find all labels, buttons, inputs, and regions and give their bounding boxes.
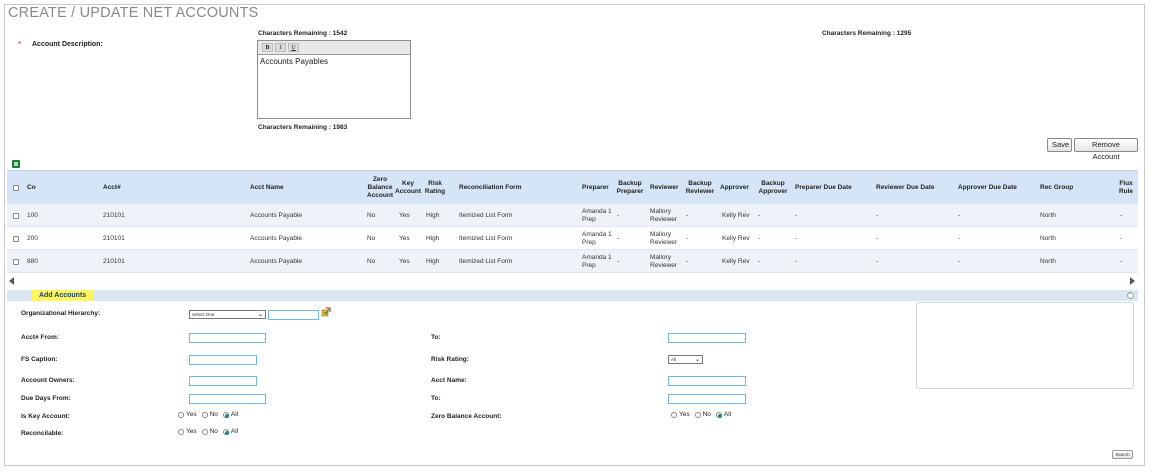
- cell-rec-form: Itemized List Form: [459, 234, 513, 242]
- cell-risk-rating: High: [426, 257, 440, 265]
- cell-zero-balance: No: [367, 257, 376, 265]
- cell-acct-name: Accounts Payable: [250, 234, 303, 242]
- fs-caption-label: FS Caption:: [21, 356, 58, 363]
- required-marker: *: [18, 40, 22, 49]
- col-header-preparer-due[interactable]: Preparer Due Date: [795, 184, 852, 191]
- scroll-right-icon[interactable]: [1130, 277, 1135, 285]
- accounts-grid: [7, 170, 1138, 273]
- cell-reviewer: Mallory Reviewer: [650, 253, 678, 269]
- cell-rec-group: North: [1040, 257, 1056, 265]
- cell-preparer: Amanda 1 Prep: [582, 230, 612, 246]
- radio-no[interactable]: [695, 412, 701, 418]
- cell-backup-reviewer: -: [686, 211, 689, 219]
- cell-rec-group: North: [1040, 211, 1056, 219]
- due-days-from-label: Due Days From:: [21, 395, 71, 402]
- account-owners-label: Account Owners:: [21, 377, 75, 384]
- editor-text[interactable]: Accounts Payables: [260, 57, 329, 66]
- account-owners-input[interactable]: [189, 376, 257, 386]
- radio-no[interactable]: [202, 412, 208, 418]
- table-row[interactable]: [7, 204, 1138, 227]
- due-days-to-input[interactable]: [668, 394, 746, 404]
- is-key-account-radios: Yes No All: [178, 411, 241, 418]
- col-header-key-account[interactable]: Key Account: [395, 180, 421, 195]
- col-header-preparer[interactable]: Preparer: [582, 184, 609, 191]
- cell-risk-rating: High: [426, 234, 440, 242]
- col-header-backup-preparer[interactable]: Backup Preparer: [616, 180, 644, 195]
- risk-rating-select[interactable]: [668, 355, 703, 364]
- col-header-rec-form[interactable]: Reconciliation Form: [459, 184, 522, 191]
- cell-preparer-due: -: [795, 234, 798, 242]
- reconcilable-radios: Yes No All: [178, 428, 241, 435]
- search-button[interactable]: Search: [1112, 450, 1133, 459]
- reconcilable-label: Reconcilable:: [21, 430, 64, 437]
- underline-button[interactable]: U: [288, 43, 299, 52]
- cell-co: 880: [27, 257, 38, 265]
- cell-backup-approver: -: [758, 234, 761, 242]
- characters-remaining-right: Characters Remaining : 1295: [822, 30, 912, 37]
- radio-all[interactable]: [716, 412, 722, 418]
- zero-balance-radios: Yes No All: [671, 411, 734, 418]
- due-days-from-input[interactable]: [189, 394, 266, 404]
- cell-risk-rating: High: [426, 211, 440, 219]
- cell-preparer-due: -: [795, 257, 798, 265]
- col-header-reviewer-due[interactable]: Reviewer Due Date: [876, 184, 935, 191]
- cell-approver-due: -: [958, 234, 961, 242]
- row-checkbox[interactable]: [13, 204, 19, 227]
- radio-yes[interactable]: [671, 412, 677, 418]
- cell-key-account: Yes: [399, 234, 410, 242]
- risk-rating-select-value: All: [671, 357, 677, 362]
- cell-approver-due: -: [958, 257, 961, 265]
- collapse-icon[interactable]: ⌃: [1128, 292, 1133, 298]
- cell-acct-no: 210101: [103, 211, 125, 219]
- col-header-rec-group[interactable]: Rec Group: [1040, 184, 1074, 191]
- col-header-backup-approver[interactable]: Backup Approver: [758, 180, 788, 195]
- col-header-acct-name[interactable]: Acct Name: [250, 184, 284, 191]
- org-hierarchy-input[interactable]: [268, 310, 319, 320]
- chevron-down-icon: ⌄: [694, 357, 700, 363]
- cell-approver: Kelly Rev: [722, 257, 750, 265]
- cell-backup-approver: -: [758, 211, 761, 219]
- cell-backup-approver: -: [758, 257, 761, 265]
- cell-acct-name: Accounts Payable: [250, 211, 303, 219]
- cell-approver-due: -: [958, 211, 961, 219]
- col-header-co[interactable]: Co: [27, 184, 36, 191]
- characters-remaining-bottom: Characters Remaining : 1983: [258, 124, 348, 131]
- cell-backup-preparer: -: [617, 234, 620, 242]
- save-button[interactable]: Save: [1047, 138, 1072, 152]
- selection-panel[interactable]: [916, 302, 1134, 389]
- col-header-approver-due[interactable]: Approver Due Date: [958, 184, 1017, 191]
- cell-co: 100: [27, 211, 38, 219]
- cell-flux-rule: -: [1120, 257, 1123, 265]
- cell-rec-form: Itemized List Form: [459, 211, 513, 219]
- cell-flux-rule: -: [1120, 211, 1123, 219]
- col-header-risk-rating[interactable]: Risk Rating: [424, 180, 446, 195]
- characters-remaining-top: Characters Remaining : 1542: [258, 30, 348, 37]
- add-accounts-header[interactable]: [7, 290, 1138, 301]
- acct-name-input[interactable]: [668, 376, 746, 386]
- editor-toolbar: [258, 41, 410, 55]
- radio-yes[interactable]: [178, 429, 184, 435]
- fs-caption-input[interactable]: [189, 355, 257, 365]
- cell-reviewer-due: -: [876, 211, 879, 219]
- table-row[interactable]: [7, 250, 1138, 273]
- scroll-left-icon[interactable]: [9, 277, 14, 285]
- col-header-approver[interactable]: Approver: [720, 184, 749, 191]
- cell-zero-balance: No: [367, 234, 376, 242]
- row-checkbox[interactable]: [13, 250, 19, 273]
- remove-account-button[interactable]: Remove Account: [1074, 138, 1138, 152]
- col-header-flux-rule[interactable]: Flux Rule: [1118, 180, 1134, 195]
- cell-approver: Kelly Rev: [722, 211, 750, 219]
- italic-button[interactable]: I: [275, 43, 286, 52]
- cell-backup-reviewer: -: [686, 257, 689, 265]
- col-header-acct-no[interactable]: Acct#: [103, 184, 121, 191]
- cell-rec-form: Itemized List Form: [459, 257, 513, 265]
- cell-co: 200: [27, 234, 38, 242]
- col-header-reviewer[interactable]: Reviewer: [650, 184, 679, 191]
- cell-preparer-due: -: [795, 211, 798, 219]
- add-accounts-title: Add Accounts: [31, 290, 94, 301]
- horizontal-scrollbar[interactable]: [7, 276, 1138, 286]
- cell-backup-reviewer: -: [686, 234, 689, 242]
- excel-export-icon[interactable]: [12, 160, 20, 168]
- bold-button[interactable]: B: [262, 43, 273, 52]
- cell-key-account: Yes: [399, 211, 410, 219]
- cell-preparer: Amanda 1 Prep: [582, 207, 612, 223]
- cell-approver: Kelly Rev: [722, 234, 750, 242]
- cell-acct-no: 210101: [103, 234, 125, 242]
- due-days-to-label: To:: [431, 395, 441, 402]
- org-hierarchy-select-value: Select One: [192, 312, 215, 317]
- cell-zero-balance: No: [367, 211, 376, 219]
- col-header-zero-balance[interactable]: Zero Balance Account: [367, 176, 393, 199]
- col-header-backup-reviewer[interactable]: Backup Reviewer: [685, 180, 715, 195]
- radio-all[interactable]: [223, 429, 229, 435]
- acct-name-label: Acct Name:: [431, 377, 467, 384]
- acct-to-input[interactable]: [668, 333, 746, 343]
- cell-key-account: Yes: [399, 257, 410, 265]
- acct-from-label: Acct# From:: [21, 334, 59, 341]
- table-row[interactable]: [7, 227, 1138, 250]
- account-description-label: Account Description:: [32, 41, 103, 48]
- cell-reviewer: Mallory Reviewer: [650, 207, 678, 223]
- row-checkbox[interactable]: [13, 227, 19, 250]
- acct-to-label: To:: [431, 334, 441, 341]
- chevron-down-icon: ⌄: [257, 312, 263, 318]
- hierarchy-picker-icon[interactable]: [321, 307, 331, 317]
- cell-reviewer-due: -: [876, 257, 879, 265]
- cell-reviewer: Mallory Reviewer: [650, 230, 678, 246]
- org-hierarchy-select[interactable]: [189, 310, 266, 319]
- radio-no[interactable]: [202, 429, 208, 435]
- is-key-account-label: Is Key Account:: [21, 413, 70, 420]
- cell-acct-no: 210101: [103, 257, 125, 265]
- cell-backup-preparer: -: [617, 211, 620, 219]
- select-all-checkbox[interactable]: [13, 171, 19, 205]
- zero-balance-account-label: Zero Balance Account:: [431, 413, 502, 420]
- risk-rating-label: Risk Rating:: [431, 356, 469, 363]
- account-description-editor[interactable]: [257, 40, 411, 119]
- cell-backup-preparer: -: [617, 257, 620, 265]
- acct-from-input[interactable]: [189, 333, 266, 343]
- cell-acct-name: Accounts Payable: [250, 257, 303, 265]
- cell-rec-group: North: [1040, 234, 1056, 242]
- radio-all[interactable]: [223, 412, 229, 418]
- cell-reviewer-due: -: [876, 234, 879, 242]
- cell-flux-rule: -: [1120, 234, 1123, 242]
- grid-header: [7, 170, 1138, 204]
- radio-yes[interactable]: [178, 412, 184, 418]
- cell-preparer: Amanda 1 Prep: [582, 253, 612, 269]
- org-hierarchy-label: Organizational Hierarchy:: [21, 310, 101, 317]
- page-title: CREATE / UPDATE NET ACCOUNTS: [8, 5, 259, 21]
